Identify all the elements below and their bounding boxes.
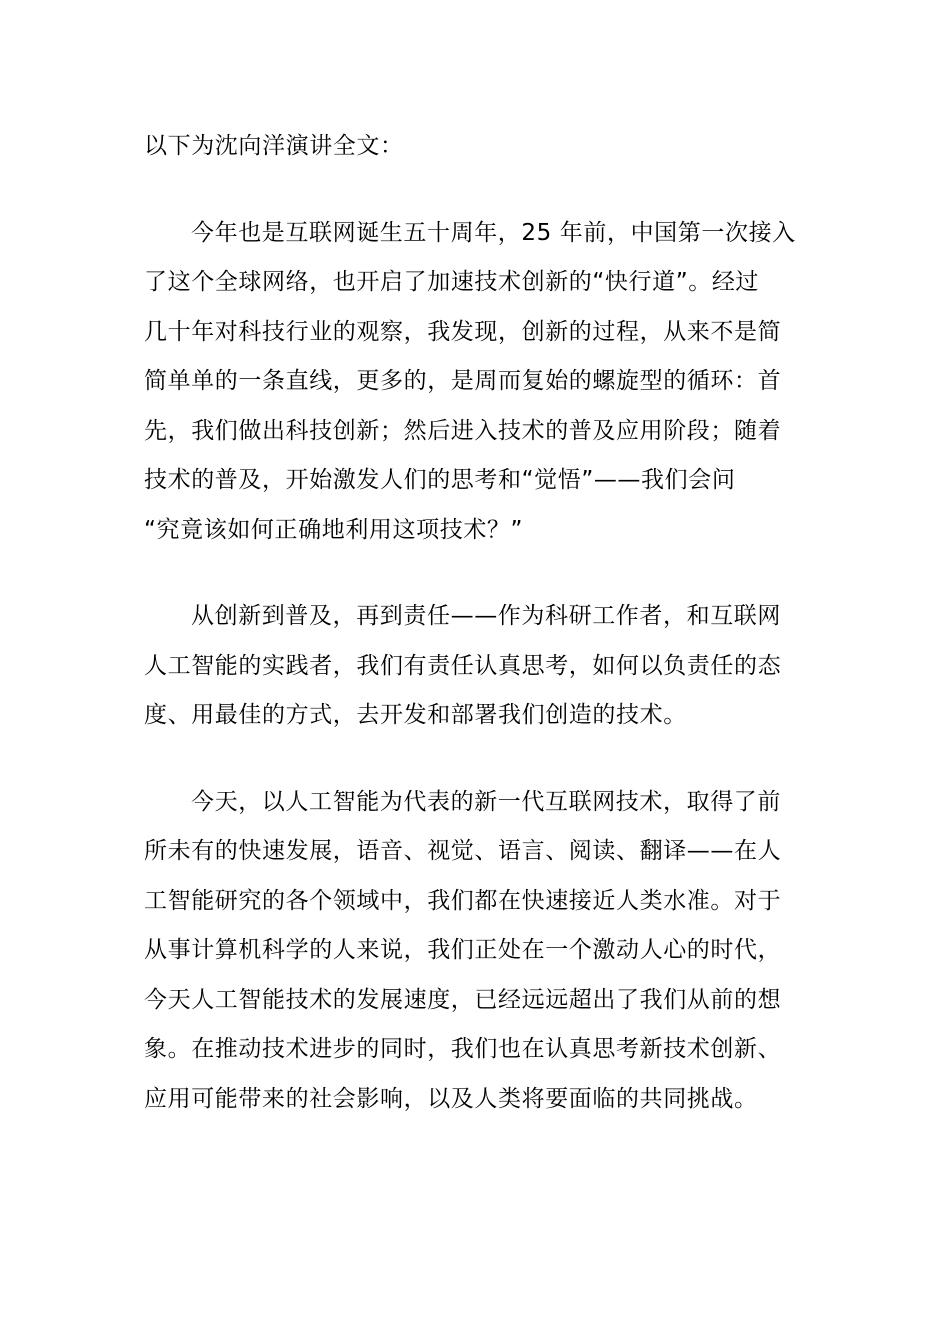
paragraph-line: “究竟该如何正确地利用这项技术？” (144, 516, 524, 543)
paragraph-3 (144, 778, 804, 1125)
paragraph-line: 从事计算机科学的人来说，我们正处在一个激动人心的时代， (144, 937, 782, 963)
paragraph-line: 从创新到普及，再到责任——作为科研工作者，和互联网 (191, 603, 781, 629)
paragraph-line: 了这个全球网络，也开启了加速技术创新的“快行道”。经过 (144, 269, 760, 295)
paragraph-1 (144, 209, 804, 556)
paragraph-line: 几十年对科技行业的观察，我发现，创新的过程，从来不是简 (144, 318, 782, 345)
intro-line: 以下为沈向洋演讲全文： (144, 133, 404, 159)
paragraph-line: 先，我们做出科技创新；然后进入技术的普及应用阶段；随着 (144, 417, 782, 444)
paragraph-line: 今天，以人工智能为代表的新一代互联网技术，取得了前 (191, 788, 781, 815)
paragraph-line: 所未有的快速发展，语音、视觉、语言、阅读、翻译——在人 (144, 838, 782, 864)
paragraph-line: 人工智能的实践者，我们有责任认真思考，如何以负责任的态 (144, 652, 782, 679)
paragraph-line: 简单单的一条直线，更多的，是周而复始的螺旋型的循环：首 (144, 368, 782, 394)
paragraph-line: 应用可能带来的社会影响，以及人类将要面临的共同挑战。 (144, 1085, 758, 1112)
speech-text-body (144, 122, 804, 1124)
paragraph-line: 度、用最佳的方式，去开发和部署我们创造的技术。 (144, 702, 687, 728)
paragraph-2 (144, 592, 804, 741)
paragraph-line: 工智能研究的各个领域中，我们都在快速接近人类水准。对于 (144, 887, 782, 914)
paragraph-line: 今天人工智能技术的发展速度，已经远远超出了我们从前的想 (144, 986, 782, 1013)
paragraph-line: 今年也是互联网诞生五十周年，25 年前，中国第一次接入 (191, 219, 796, 246)
paragraph-line: 技术的普及，开始激发人们的思考和“觉悟”——我们会问 (144, 467, 736, 493)
paragraph-line: 象。在推动技术进步的同时，我们也在认真思考新技术创新、 (144, 1036, 782, 1062)
